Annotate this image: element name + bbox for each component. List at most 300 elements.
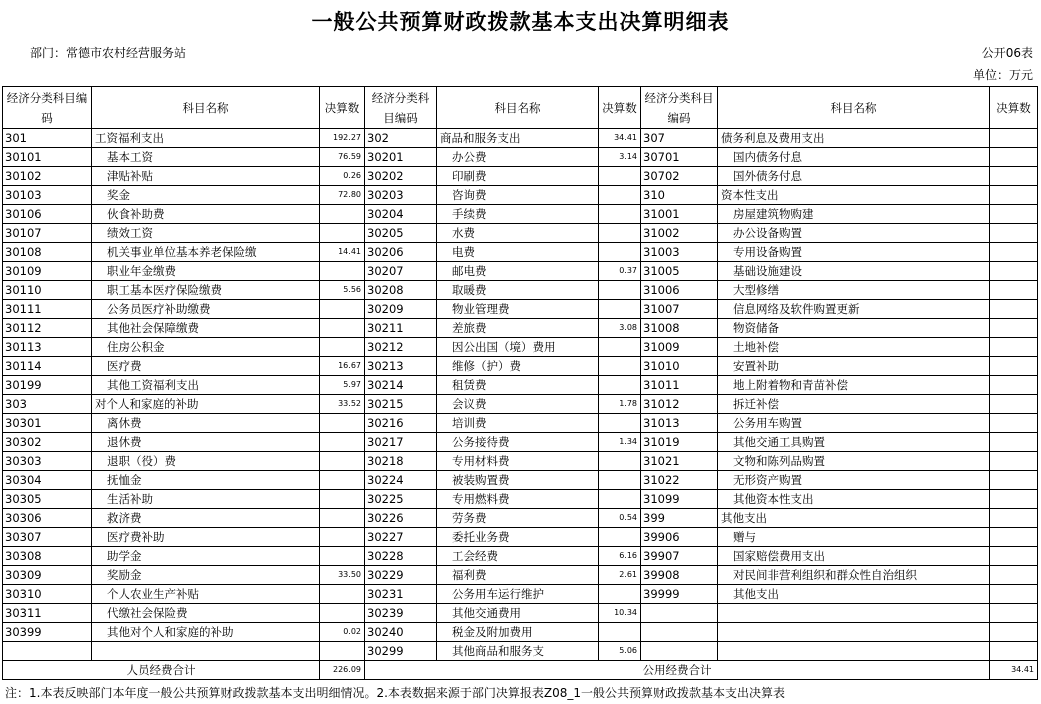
amount-cell [990,509,1038,528]
amount-cell [320,585,365,604]
code-cell: 307 [641,129,718,148]
code-cell: 30111 [3,300,92,319]
amount-cell [599,623,641,642]
personnel-total-value: 226.09 [320,661,365,680]
name-cell: 邮电费 [437,262,599,281]
table-row [3,452,1038,471]
name-cell: 其他工资福利支出 [92,376,320,395]
code-cell: 31022 [641,471,718,490]
name-cell: 津贴补贴 [92,167,320,186]
amount-cell: 1.34 [599,433,641,452]
name-cell: 其他支出 [718,585,990,604]
amount-cell [990,300,1038,319]
code-cell: 31009 [641,338,718,357]
code-cell: 30225 [365,490,437,509]
code-cell: 30299 [365,642,437,661]
name-cell: 伙食补助费 [92,205,320,224]
amount-cell [990,414,1038,433]
name-cell: 奖金 [92,186,320,205]
table-row [3,490,1038,509]
header-code: 经济分类科目编码 [641,87,718,129]
code-cell: 39906 [641,528,718,547]
code-cell: 31005 [641,262,718,281]
table-row [3,205,1038,224]
code-cell: 30702 [641,167,718,186]
name-cell: 物业管理费 [437,300,599,319]
table-row [3,129,1038,148]
name-cell: 其他社会保障缴费 [92,319,320,338]
amount-cell: 6.16 [599,547,641,566]
header-name: 科目名称 [437,87,599,129]
name-cell: 机关事业单位基本养老保险缴 [92,243,320,262]
table-row [3,338,1038,357]
amount-cell [990,642,1038,661]
amount-cell [990,547,1038,566]
code-cell: 30206 [365,243,437,262]
code-cell: 30227 [365,528,437,547]
code-cell: 30226 [365,509,437,528]
code-cell: 30217 [365,433,437,452]
code-cell: 31013 [641,414,718,433]
amount-cell [599,186,641,205]
name-cell: 会议费 [437,395,599,414]
amount-cell [990,186,1038,205]
amount-cell: 0.54 [599,509,641,528]
name-cell: 专用燃料费 [437,490,599,509]
table-row [3,376,1038,395]
code-cell: 31002 [641,224,718,243]
name-cell: 其他商品和服务支 [437,642,599,661]
name-cell: 福利费 [437,566,599,585]
name-cell: 其他交通工具购置 [718,433,990,452]
name-cell: 退职（役）费 [92,452,320,471]
name-cell: 土地补偿 [718,338,990,357]
code-cell: 31021 [641,452,718,471]
code-cell: 30231 [365,585,437,604]
name-cell: 生活补助 [92,490,320,509]
name-cell: 取暖费 [437,281,599,300]
table-row [3,262,1038,281]
amount-cell: 2.61 [599,566,641,585]
code-cell: 30114 [3,357,92,376]
code-cell: 30239 [365,604,437,623]
code-cell: 30203 [365,186,437,205]
amount-cell: 0.37 [599,262,641,281]
name-cell: 救济费 [92,509,320,528]
amount-cell: 192.27 [320,129,365,148]
code-cell: 31003 [641,243,718,262]
name-cell: 其他支出 [718,509,990,528]
amount-cell [990,452,1038,471]
name-cell: 代缴社会保险费 [92,604,320,623]
name-cell: 被装购置费 [437,471,599,490]
code-cell: 30101 [3,148,92,167]
amount-cell [990,585,1038,604]
public-total-label: 公用经费合计 [365,661,990,680]
amount-cell: 76.59 [320,148,365,167]
code-cell: 30112 [3,319,92,338]
amount-cell [320,528,365,547]
code-cell: 30305 [3,490,92,509]
code-cell: 30108 [3,243,92,262]
code-cell: 30307 [3,528,92,547]
amount-cell [320,414,365,433]
amount-cell [990,623,1038,642]
code-cell: 30209 [365,300,437,319]
form-number: 公开06表 [981,46,1033,60]
amount-cell [320,224,365,243]
amount-cell [320,452,365,471]
code-cell: 30229 [365,566,437,585]
name-cell: 税金及附加费用 [437,623,599,642]
code-cell [3,642,92,661]
name-cell: 绩效工资 [92,224,320,243]
code-cell: 31001 [641,205,718,224]
name-cell: 物资储备 [718,319,990,338]
amount-cell [599,452,641,471]
name-cell: 办公设备购置 [718,224,990,243]
name-cell: 基本工资 [92,148,320,167]
name-cell: 公务员医疗补助缴费 [92,300,320,319]
amount-cell [320,547,365,566]
name-cell: 赠与 [718,528,990,547]
amount-cell [320,319,365,338]
code-cell: 30208 [365,281,437,300]
code-cell: 30201 [365,148,437,167]
amount-cell [990,528,1038,547]
code-cell: 301 [3,129,92,148]
amount-cell [599,243,641,262]
code-cell: 30204 [365,205,437,224]
code-cell: 39907 [641,547,718,566]
code-cell: 303 [3,395,92,414]
table-row [3,547,1038,566]
header-name: 科目名称 [718,87,990,129]
amount-cell [599,281,641,300]
code-cell [641,623,718,642]
name-cell: 职业年金缴费 [92,262,320,281]
table-row [3,319,1038,338]
amount-cell [990,224,1038,243]
amount-cell: 3.08 [599,319,641,338]
code-cell: 30113 [3,338,92,357]
amount-cell [320,471,365,490]
name-cell: 对民间非营利组织和群众性自治组织 [718,566,990,585]
amount-cell [599,357,641,376]
table-row [3,395,1038,414]
code-cell [641,642,718,661]
table-row [3,528,1038,547]
table-row [3,509,1038,528]
amount-cell [599,471,641,490]
code-cell: 30199 [3,376,92,395]
amount-cell: 10.34 [599,604,641,623]
name-cell: 工会经费 [437,547,599,566]
table-row [3,186,1038,205]
name-cell: 工资福利支出 [92,129,320,148]
name-cell [718,623,990,642]
code-cell: 30102 [3,167,92,186]
code-cell: 30311 [3,604,92,623]
code-cell: 302 [365,129,437,148]
name-cell: 对个人和家庭的补助 [92,395,320,414]
name-cell: 维修（护）费 [437,357,599,376]
name-cell: 水费 [437,224,599,243]
name-cell: 办公费 [437,148,599,167]
name-cell: 印刷费 [437,167,599,186]
code-cell: 30224 [365,471,437,490]
amount-cell [599,167,641,186]
amount-cell [990,319,1038,338]
name-cell: 商品和服务支出 [437,129,599,148]
header-amount: 决算数 [599,87,641,129]
amount-cell [320,205,365,224]
name-cell: 房屋建筑物购建 [718,205,990,224]
name-cell: 电费 [437,243,599,262]
name-cell: 差旅费 [437,319,599,338]
code-cell: 30211 [365,319,437,338]
code-cell: 30110 [3,281,92,300]
code-cell: 30228 [365,547,437,566]
name-cell: 委托业务费 [437,528,599,547]
name-cell: 培训费 [437,414,599,433]
code-cell: 30310 [3,585,92,604]
code-cell: 31006 [641,281,718,300]
table-row [3,585,1038,604]
amount-cell [599,490,641,509]
name-cell: 奖励金 [92,566,320,585]
personnel-total-label: 人员经费合计 [3,661,320,680]
amount-cell: 0.02 [320,623,365,642]
table-row [3,623,1038,642]
code-cell: 30304 [3,471,92,490]
code-cell: 31007 [641,300,718,319]
code-cell: 30216 [365,414,437,433]
amount-cell [990,129,1038,148]
name-cell [718,642,990,661]
amount-cell [599,585,641,604]
header-code: 经济分类科目编码 [365,87,437,129]
amount-cell [990,262,1038,281]
amount-cell [320,490,365,509]
code-cell: 31099 [641,490,718,509]
code-cell: 30107 [3,224,92,243]
name-cell: 咨询费 [437,186,599,205]
name-cell: 专用设备购置 [718,243,990,262]
code-cell: 399 [641,509,718,528]
code-cell: 30109 [3,262,92,281]
name-cell: 拆迁补偿 [718,395,990,414]
amount-cell [320,433,365,452]
amount-cell: 3.14 [599,148,641,167]
amount-cell [599,338,641,357]
name-cell: 抚恤金 [92,471,320,490]
name-cell: 手续费 [437,205,599,224]
amount-cell [990,395,1038,414]
code-cell: 30205 [365,224,437,243]
amount-cell: 0.26 [320,167,365,186]
amount-cell [320,509,365,528]
amount-cell [599,224,641,243]
amount-cell [320,300,365,319]
table-row [3,148,1038,167]
amount-cell [599,376,641,395]
name-cell: 医疗费 [92,357,320,376]
name-cell: 国外债务付息 [718,167,990,186]
name-cell: 国家赔偿费用支出 [718,547,990,566]
amount-cell: 5.97 [320,376,365,395]
table-row [3,414,1038,433]
name-cell: 文物和陈列品购置 [718,452,990,471]
table-row [3,604,1038,623]
name-cell: 劳务费 [437,509,599,528]
code-cell: 31010 [641,357,718,376]
code-cell: 30701 [641,148,718,167]
amount-cell [990,357,1038,376]
name-cell: 债务利息及费用支出 [718,129,990,148]
code-cell: 30106 [3,205,92,224]
amount-cell: 33.50 [320,566,365,585]
name-cell: 助学金 [92,547,320,566]
code-cell: 30215 [365,395,437,414]
table-row [3,243,1038,262]
name-cell: 租赁费 [437,376,599,395]
footnote: 注：1.本表反映部门本年度一般公共预算财政拨款基本支出明细情况。2.本表数据来源于部门决算报表Z08_1一般公共预算财政拨款基本支出决算表 [5,686,786,700]
amount-cell [990,471,1038,490]
amount-cell [599,414,641,433]
name-cell: 安置补助 [718,357,990,376]
name-cell: 大型修缮 [718,281,990,300]
name-cell: 地上附着物和青苗补偿 [718,376,990,395]
expenditure-table [2,86,1038,680]
name-cell: 专用材料费 [437,452,599,471]
name-cell: 医疗费补助 [92,528,320,547]
public-total-value: 34.41 [990,661,1038,680]
name-cell: 其他资本性支出 [718,490,990,509]
name-cell: 因公出国（境）费用 [437,338,599,357]
table-row [3,167,1038,186]
amount-cell [320,338,365,357]
name-cell: 退休费 [92,433,320,452]
table-row [3,642,1038,661]
code-cell: 30207 [365,262,437,281]
name-cell: 信息网络及软件购置更新 [718,300,990,319]
table-row [3,566,1038,585]
amount-cell [599,528,641,547]
name-cell: 其他对个人和家庭的补助 [92,623,320,642]
amount-cell [990,148,1038,167]
amount-cell [990,566,1038,585]
code-cell: 31011 [641,376,718,395]
amount-cell [990,205,1038,224]
amount-cell: 5.56 [320,281,365,300]
code-cell: 30103 [3,186,92,205]
header-amount: 决算数 [320,87,365,129]
amount-cell [320,642,365,661]
amount-cell [990,604,1038,623]
amount-cell: 33.52 [320,395,365,414]
code-cell: 31019 [641,433,718,452]
code-cell: 31012 [641,395,718,414]
department-label: 部门：常德市农村经营服务站 [30,46,187,60]
code-cell: 31008 [641,319,718,338]
amount-cell [320,262,365,281]
code-cell: 30308 [3,547,92,566]
table-row [3,433,1038,452]
amount-cell: 72.80 [320,186,365,205]
name-cell: 其他交通费用 [437,604,599,623]
page-title: 一般公共预算财政拨款基本支出决算明细表 [311,10,730,34]
name-cell: 无形资产购置 [718,471,990,490]
unit-label: 单位：万元 [972,68,1033,82]
code-cell: 30309 [3,566,92,585]
header-name: 科目名称 [92,87,320,129]
amount-cell [990,376,1038,395]
header-amount: 决算数 [990,87,1038,129]
code-cell: 30306 [3,509,92,528]
name-cell: 个人农业生产补贴 [92,585,320,604]
table-row [3,357,1038,376]
totals-row [3,661,1038,680]
code-cell: 30399 [3,623,92,642]
name-cell: 公务接待费 [437,433,599,452]
header-code: 经济分类科目编码 [3,87,92,129]
amount-cell: 14.41 [320,243,365,262]
amount-cell [990,433,1038,452]
code-cell: 310 [641,186,718,205]
amount-cell [320,604,365,623]
code-cell: 30302 [3,433,92,452]
amount-cell [599,300,641,319]
name-cell: 离休费 [92,414,320,433]
amount-cell [990,243,1038,262]
amount-cell: 5.06 [599,642,641,661]
name-cell: 职工基本医疗保险缴费 [92,281,320,300]
name-cell: 资本性支出 [718,186,990,205]
code-cell: 30301 [3,414,92,433]
amount-cell [599,205,641,224]
code-cell: 30202 [365,167,437,186]
amount-cell: 1.78 [599,395,641,414]
code-cell: 30213 [365,357,437,376]
table-row [3,471,1038,490]
amount-cell [990,338,1038,357]
amount-cell [990,167,1038,186]
table-row [3,300,1038,319]
table-row [3,281,1038,300]
code-cell: 39908 [641,566,718,585]
amount-cell: 16.67 [320,357,365,376]
code-cell: 30218 [365,452,437,471]
amount-cell [990,281,1038,300]
amount-cell: 34.41 [599,129,641,148]
code-cell: 39999 [641,585,718,604]
code-cell: 30303 [3,452,92,471]
code-cell: 30240 [365,623,437,642]
code-cell: 30214 [365,376,437,395]
table-header-row [3,87,1038,129]
name-cell: 公务用车购置 [718,414,990,433]
amount-cell [990,490,1038,509]
code-cell [641,604,718,623]
name-cell: 基础设施建设 [718,262,990,281]
name-cell: 公务用车运行维护 [437,585,599,604]
name-cell [92,642,320,661]
code-cell: 30212 [365,338,437,357]
name-cell: 国内债务付息 [718,148,990,167]
name-cell [718,604,990,623]
table-row [3,224,1038,243]
